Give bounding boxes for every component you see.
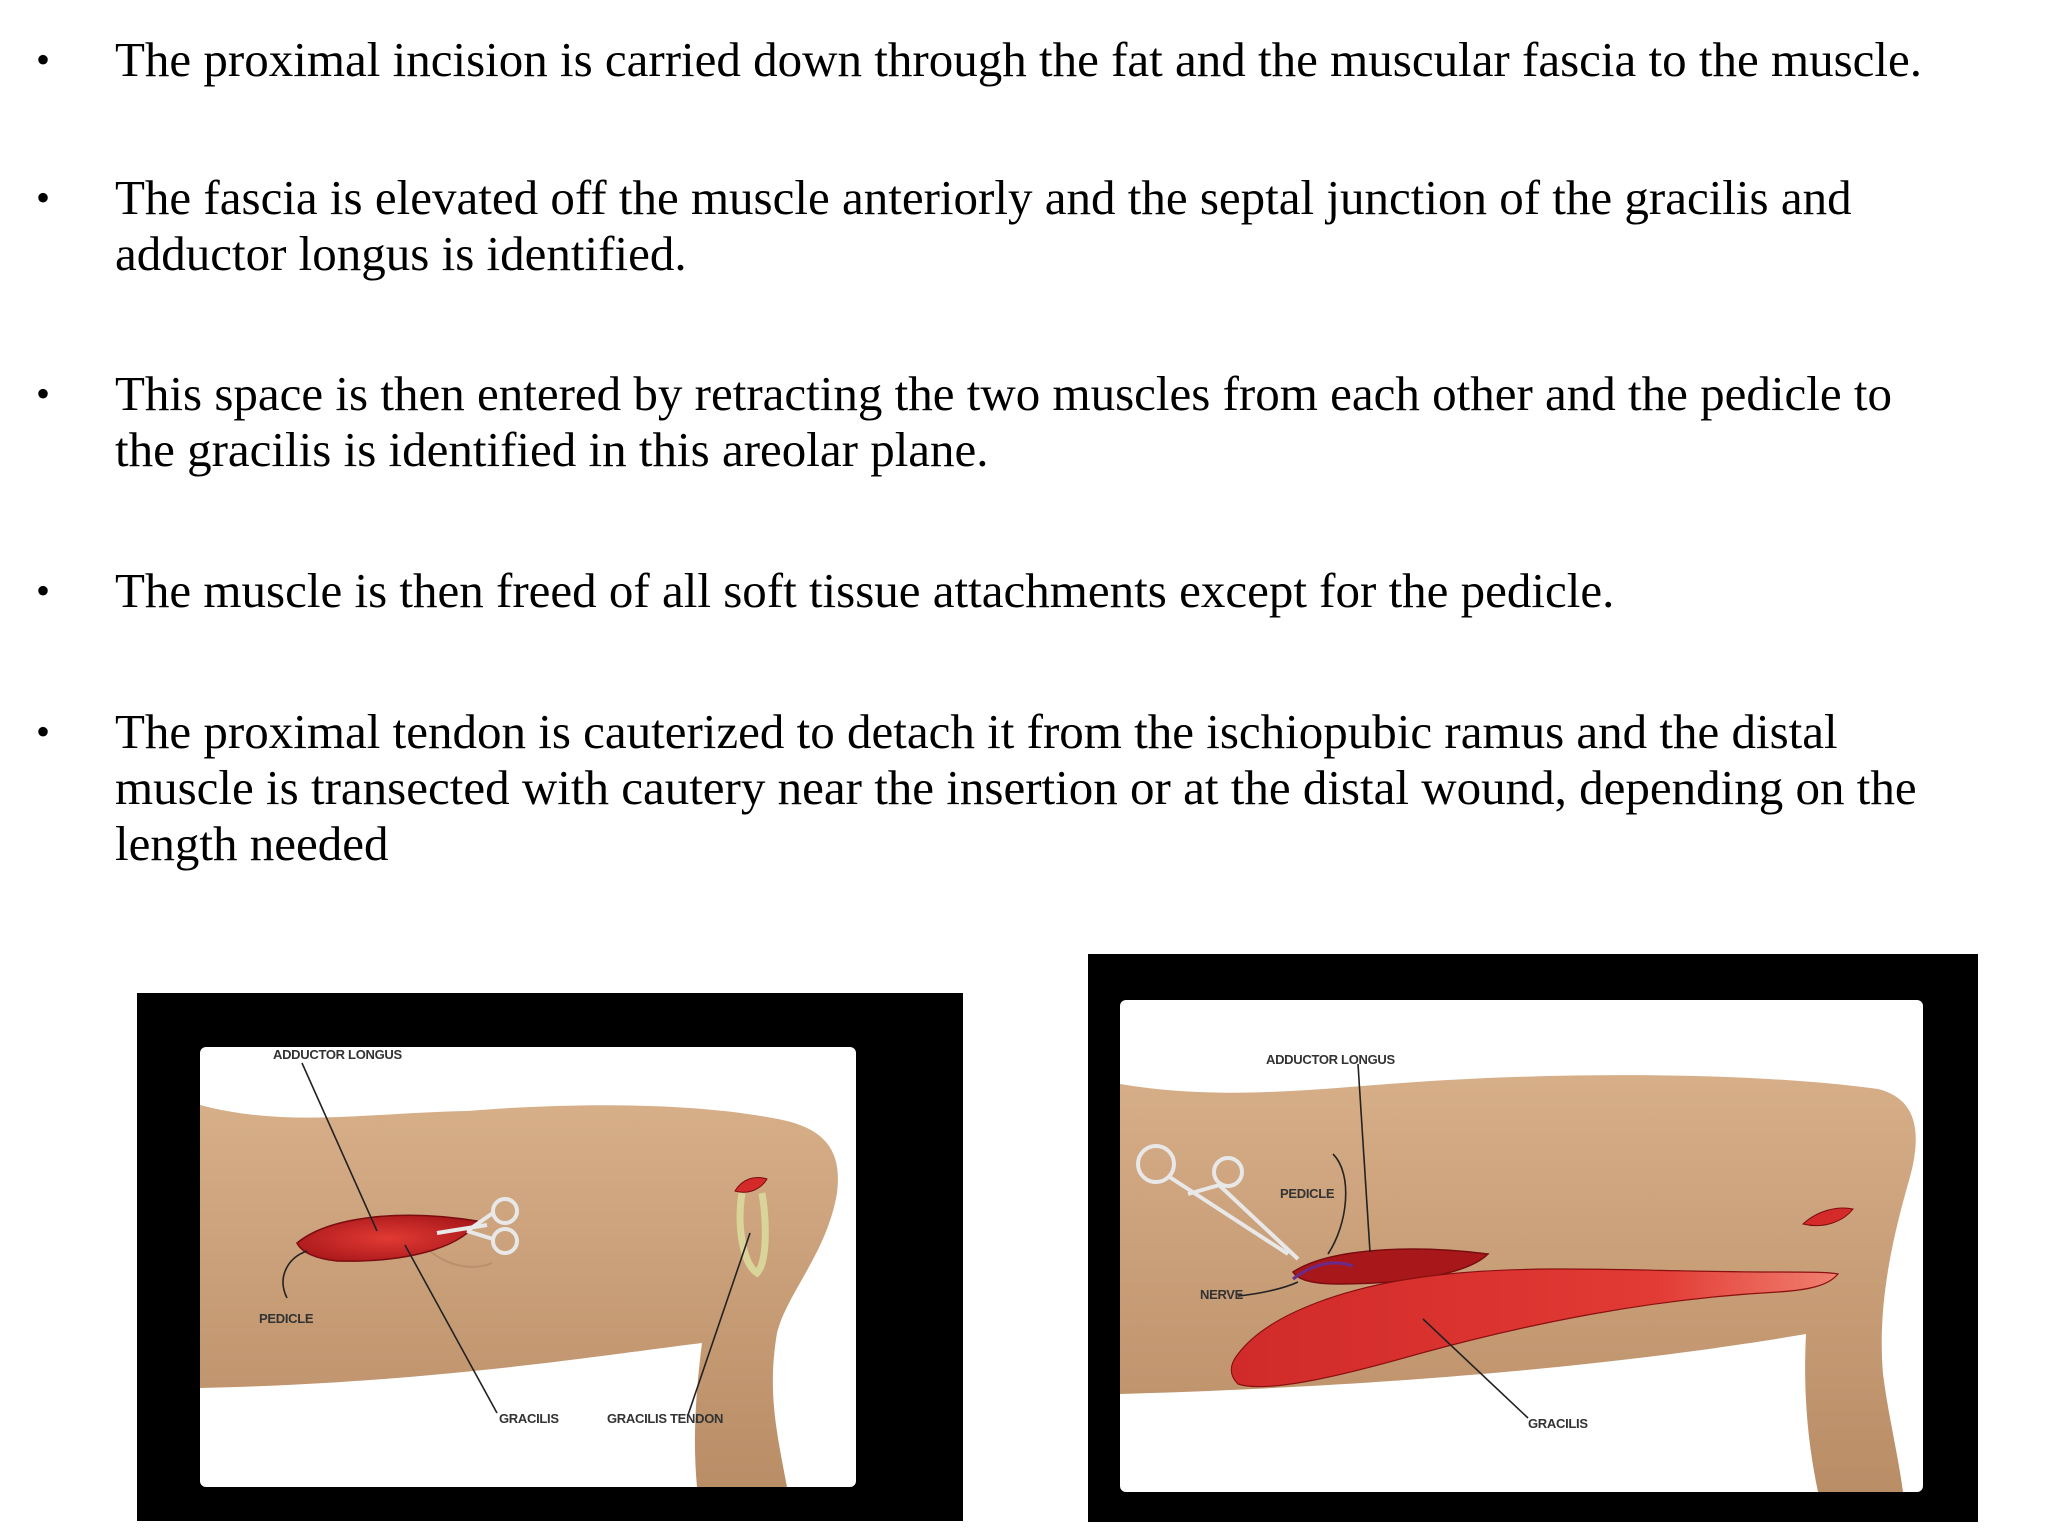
bullet-marker: •	[36, 175, 51, 220]
bullet-text	[115, 563, 2030, 619]
illustration-right	[1088, 954, 1978, 1522]
bullet-text	[115, 32, 2030, 88]
bullet-line: muscle is transected with cautery near the insertion or at the distal wound, depending on the	[115, 760, 1917, 815]
label-pedicle: PEDICLE	[259, 1311, 314, 1326]
bullet-line: The fascia is elevated off the muscle anteriorly and the septal junction of the gracilis and	[115, 170, 1852, 225]
bullet-line: length needed	[115, 816, 389, 871]
label-nerve: NERVE	[1200, 1287, 1244, 1302]
bullet-marker: •	[36, 37, 51, 82]
label-pedicle: PEDICLE	[1280, 1186, 1335, 1201]
bullet-marker: •	[36, 371, 51, 416]
bullet-text	[115, 366, 2030, 478]
label-gracilis: GRACILIS	[499, 1411, 559, 1426]
illustration-left-frame	[137, 993, 963, 1521]
bullet-line: The proximal incision is carried down through the fat and the muscular fascia to the muscle.	[115, 32, 1923, 87]
label-adductor-longus: ADDUCTOR LONGUS	[1266, 1052, 1395, 1067]
bullet-text	[115, 704, 2030, 872]
bullet-marker: •	[36, 568, 51, 613]
bullet-line: adductor longus is identified.	[115, 226, 687, 281]
label-gracilis-tendon: GRACILIS TENDON	[607, 1411, 724, 1426]
bullet-line: The muscle is then freed of all soft tissue attachments except for the pedicle.	[115, 563, 1615, 618]
bullet-line: the gracilis is identified in this areolar plane.	[115, 422, 989, 477]
bullet-line: This space is then entered by retracting the two muscles from each other and the pedicle to	[115, 366, 1892, 421]
illustration-left	[137, 993, 963, 1521]
illustration-right-frame	[1088, 954, 1978, 1522]
bullet-text	[115, 170, 2030, 282]
label-gracilis: GRACILIS	[1528, 1416, 1588, 1431]
bullet-line: The proximal tendon is cauterized to detach it from the ischiopubic ramus and the distal	[115, 704, 1838, 759]
bullet-marker: •	[36, 709, 51, 754]
label-adductor-longus: ADDUCTOR LONGUS	[273, 1047, 402, 1062]
